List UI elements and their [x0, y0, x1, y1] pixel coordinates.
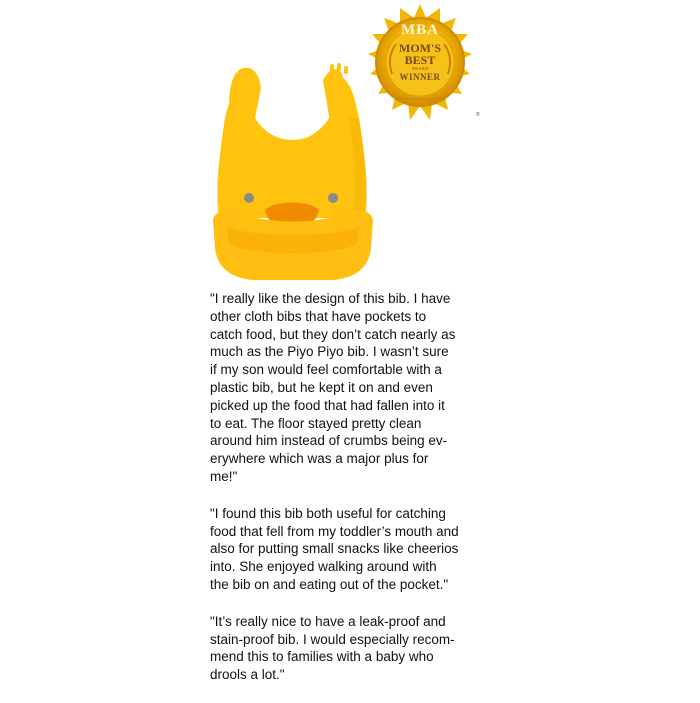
testimonial-3: "It’s really nice to have a leak-proof and stain-proof bib. I would especially recom- mend this to families with a baby who drools a lot." — [210, 613, 455, 683]
badge-moms-text: MOM'S — [399, 41, 441, 55]
badge-mba-text: MBA — [401, 22, 439, 38]
badge-best-text: BEST — [404, 53, 436, 67]
badge-url-text: www.momsbestaward.com — [395, 96, 445, 101]
badge-award-text: AWARD — [411, 66, 429, 71]
testimonials — [210, 290, 510, 703]
testimonial-2: "I found this bib both useful for catching food that fell from my toddler’s mouth and also for putting small snacks like cheerios into. She enjoyed walking around with the bib on and eating out of the pocket." — [210, 505, 459, 592]
svg-text:®: ® — [476, 112, 480, 118]
testimonial-1: "I really like the design of this bib. I have other cloth bibs that have pockets to catch food, but they don’t catch nearly as much as the Piyo Piyo bib. I wasn’t sure if my son would feel comfortable with a plastic bib, but he kept it on and even picked up the food that had fallen into it to eat. The floor stayed pretty clean around him instead of crumbs being ev- erywhere which was a major plus for me!" — [210, 291, 456, 484]
badge-winner-text: WINNER — [399, 72, 441, 82]
award-badge-icon — [352, 4, 488, 128]
